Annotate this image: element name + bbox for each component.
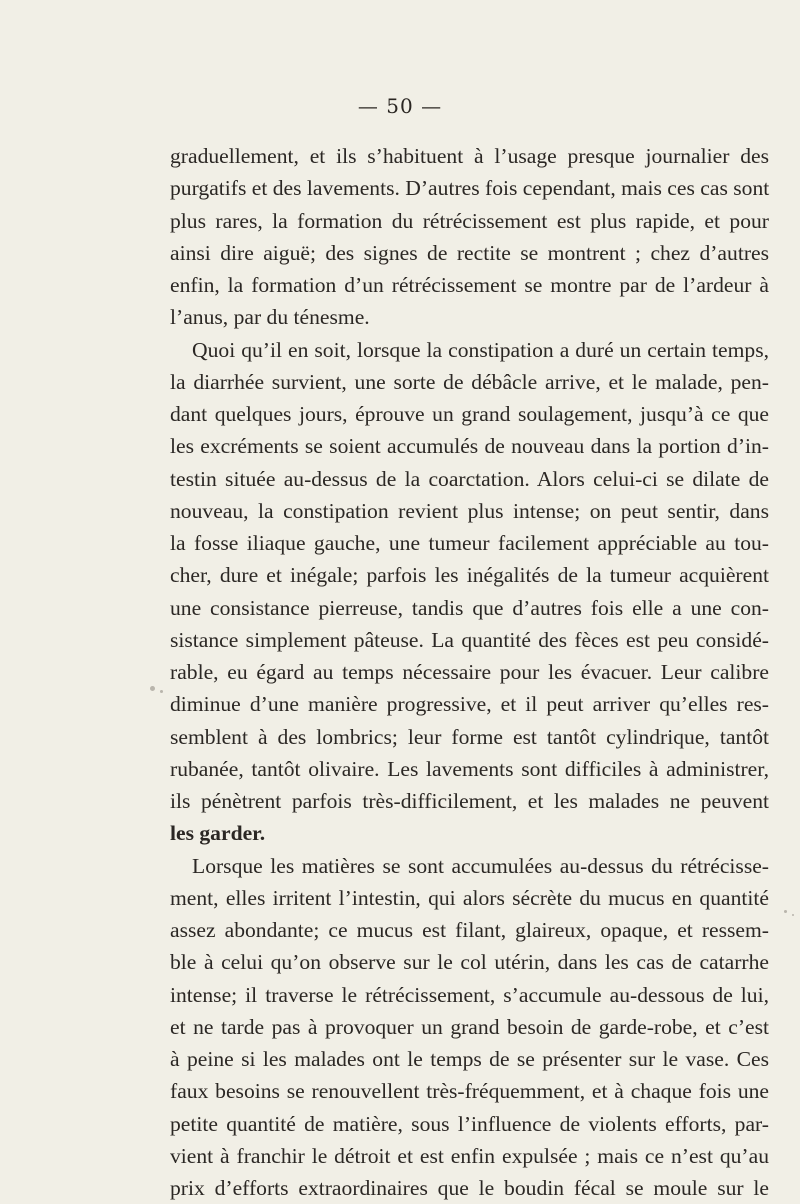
text-line: cher, dure et inégale; parfois les inégalités de la tumeur acquièrent	[170, 563, 769, 588]
text-line: la fosse iliaque gauche, une tumeur facilement appréciable au tou-	[170, 531, 769, 555]
text-line: à peine si les malades ont le temps de se présenter sur le vase. Ces	[170, 1047, 769, 1071]
text-line: testin située au-dessus de la coarctation. Alors celui-ci se dilate de	[170, 466, 769, 491]
paper-speck	[784, 910, 787, 913]
paper-speck	[160, 690, 163, 693]
text-line: semblent à des lombrics; leur forme est tantôt cylindrique, tantôt	[170, 724, 769, 749]
text-line: assez abondante; ce mucus est filant, glaireux, opaque, et ressem-	[170, 918, 769, 942]
text-line: graduellement, et ils s’habituent à l’usage presque journalier des	[170, 144, 769, 168]
text-line: dant quelques jours, éprouve un grand soulagement, jusqu’à ce que	[170, 402, 769, 426]
text-line: enfin, la formation d’un rétrécissement se montre par de l’ardeur à	[170, 273, 769, 297]
text-line: faux besoins se renouvellent très-fréquemment, et à chaque fois une	[170, 1079, 769, 1104]
text-line: rubanée, tantôt olivaire. Les lavements sont difficiles à administrer,	[170, 756, 769, 781]
text-line: nouveau, la constipation revient plus intense; on peut sentir, dans	[170, 498, 769, 523]
text-line: vient à franchir le détroit et est enfin expulsée ; mais ce n’est qu’au	[170, 1143, 769, 1168]
text-line: l’anus, par du ténesme.	[170, 305, 370, 330]
text-line: purgatifs et des lavements. D’autres fois cependant, mais ces cas sont	[170, 176, 770, 201]
text-line: intense; il traverse le rétrécissement, s’accumule au-dessous de lui,	[170, 982, 769, 1007]
paragraph-start-line: Quoi qu’il en soit, lorsque la constipation a duré un certain temps,	[192, 337, 769, 362]
text-line: plus rares, la formation du rétrécissement est plus rapide, et pour	[170, 208, 769, 233]
text-line: ment, elles irritent l’intestin, qui alors sécrète du mucus en quantité	[170, 885, 769, 910]
paper-speck	[150, 686, 155, 691]
text-line: ils pénètrent parfois très-difficilement, et les malades ne peuvent	[170, 789, 769, 813]
text-line: sistance simplement pâteuse. La quantité des fèces est peu considé-	[170, 627, 769, 652]
text-line: diminue d’une manière progressive, et il peut arriver qu’elles res-	[170, 692, 769, 717]
text-line: les excréments se soient accumulés de nouveau dans la portion d’in-	[170, 434, 769, 459]
text-line: une consistance pierreuse, tandis que d’autres fois elle a une con-	[170, 595, 769, 620]
text-line: ble à celui qu’on observe sur le col utérin, dans les cas de catarrhe	[170, 950, 769, 975]
text-line: prix d’efforts extraordinaires que le boudin fécal se moule sur le	[170, 1176, 769, 1200]
paper-speck	[792, 914, 794, 916]
text-line: la diarrhée survient, une sorte de débâcle arrive, et le malade, pen-	[170, 369, 769, 394]
text-line: rable, eu égard au temps nécessaire pour les évacuer. Leur calibre	[170, 660, 769, 684]
body-text	[170, 140, 769, 1204]
text-line: et ne tarde pas à provoquer un grand besoin de garde-robe, et c’est	[170, 1014, 769, 1039]
text-line: ainsi dire aiguë; des signes de rectite se montrent ; chez d’autres	[170, 240, 769, 265]
text-line: petite quantité de matière, sous l’influence de violents efforts, par-	[170, 1111, 769, 1136]
page-number: — 50 —	[357, 94, 443, 118]
text-line: les garder.	[170, 821, 266, 846]
paragraph-start-line: Lorsque les matières se sont accumulées au-dessus du rétrécisse-	[192, 853, 769, 878]
